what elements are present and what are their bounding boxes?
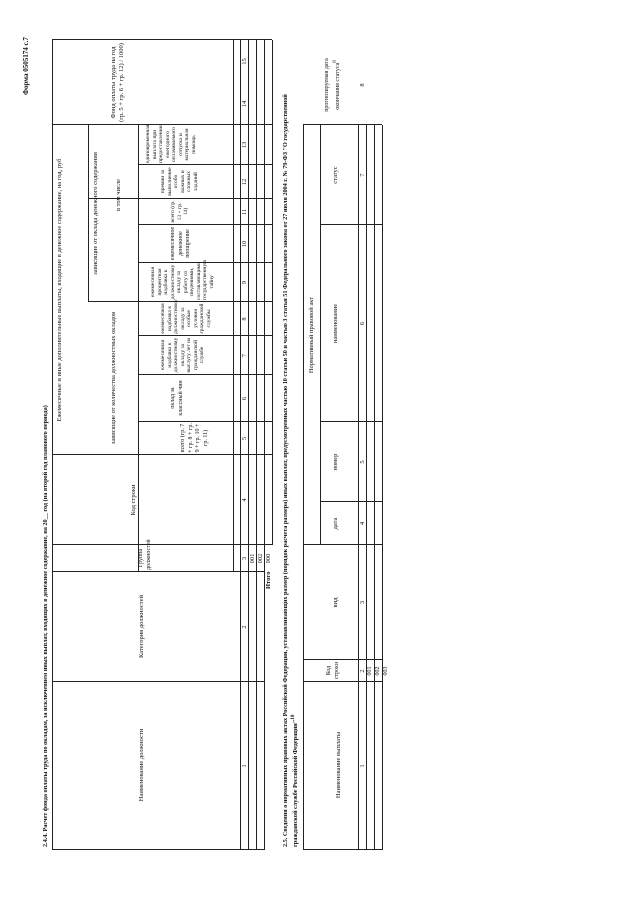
header-status: статус xyxy=(332,166,339,184)
total-row-code: 900 xyxy=(265,553,272,564)
col-number-12: 12 xyxy=(241,178,248,186)
col-number-3: 3 xyxy=(359,600,366,605)
header-total-12: всего (гр. 13 + гр. 14) xyxy=(170,200,189,223)
col-number-10: 10 xyxy=(241,240,248,248)
header-row-code: Код строки xyxy=(130,484,137,516)
header-type: вид xyxy=(332,597,339,608)
col-number-6: 6 xyxy=(241,396,248,401)
col-number-1: 1 xyxy=(241,764,248,768)
col-number-9: 9 xyxy=(241,280,248,285)
col-number-11: 11 xyxy=(241,208,248,216)
table-row-code: 002 xyxy=(375,666,381,676)
header-col8: ежемесячная надбавка к должностному окладу за выслугу лет на гражданской службе xyxy=(160,337,205,373)
header-date: дата xyxy=(332,517,339,530)
col-number-13: 13 xyxy=(241,141,248,149)
col-number-8: 8 xyxy=(359,83,366,87)
rotated-form-page xyxy=(20,20,620,885)
form-reference: Форма 0505174 с.7 xyxy=(22,37,30,95)
col-number-2: 2 xyxy=(241,625,248,629)
table-row-code: 003 xyxy=(383,666,389,676)
header-legal-act: Нормативный правовой акт xyxy=(308,296,315,374)
table-row-code: 001 xyxy=(367,666,373,676)
col-number-6: 6 xyxy=(359,321,366,326)
col-number-3: 3 xyxy=(241,556,248,561)
header-including: в том числе xyxy=(115,178,122,212)
header-number: номер xyxy=(332,453,339,471)
col-number-4: 4 xyxy=(359,521,366,526)
header-total-6: всего (гр. 7 + гр. 8 + гр. 9 + гр. 10 + гр. 11) xyxy=(180,423,209,453)
col-number-15: 15 xyxy=(241,58,248,65)
header-col10: ежемесячная процентная надбавка к должностному окладу за работу со сведениями, составляющими государственную тайну xyxy=(150,259,215,300)
header-expiry: прогнозируемая дата окончания статуса$^8$ xyxy=(324,58,341,112)
header-other-payments: Ежемесячные и иные дополнительные выплаты, входящие в денежное содержание, на год, руб xyxy=(56,158,63,422)
total-label: Итого xyxy=(265,571,272,589)
table-row-code: 001 xyxy=(249,553,256,564)
table-row-code: 002 xyxy=(257,553,264,564)
col-number-4: 4 xyxy=(241,498,248,502)
col-number-7: 7 xyxy=(241,353,248,358)
header-position-name: Наименование должности xyxy=(138,728,145,802)
header-position-group: Группа должностей xyxy=(138,539,152,570)
header-col13: премии за выполнение особо важных и сложных заданий xyxy=(160,167,199,196)
header-col15: Фонд оплаты труда на год (гр. 5 + гр. 6 + гр. 12) / 1000) xyxy=(110,43,125,122)
col-number-5: 5 xyxy=(359,460,366,464)
header-position-category: Категория должностей xyxy=(138,595,145,658)
header-depends-on-salaries: зависящие от количества должностных окладов xyxy=(110,311,117,445)
header-name: наименование xyxy=(332,303,339,344)
section-25-title: 2.5. Сведения о нормативных правовых актах Российской Федерации, устанавливающих размер (порядок расчета размера) иных выплат, предусмотренных частью 10 статьи 50 и частью 3 статьи 51 Федерального закона от 27 июля 2004 г. № 79-ФЗ "О государственной гражданской службе Российской Федерации"$^{10}$ xyxy=(282,94,299,847)
header-col7: оклад за классный чин xyxy=(170,380,184,416)
col-number-1: 1 xyxy=(359,764,366,768)
col-number-2: 2 xyxy=(359,669,366,673)
col-number-14: 14 xyxy=(241,100,248,108)
header-payment-name: Наименование выплаты xyxy=(335,731,342,799)
header-row-code-25: Код строки xyxy=(326,662,340,679)
header-depends-on-official-salary: зависящие от оклада денежного содержания xyxy=(92,152,99,275)
header-col14: единовременная выплата при предоставлении ежегодного оплачиваемого отпуска и материальная помощь xyxy=(145,124,197,163)
col-number-5: 5 xyxy=(241,436,248,441)
col-number-7: 7 xyxy=(359,173,366,177)
header-col9: ежемесячная надбавка к должностному окладу за особые условия гражданской службы xyxy=(160,299,212,334)
section-244-title: 2.4.4. Расчет фонда оплаты труда по окладам, за исключением иных выплат, входящих в денежное содержание, на 20__ год (на второй год планового периода) xyxy=(42,405,49,847)
col-number-8: 8 xyxy=(241,317,248,321)
header-col11: ежемесячное денежное поощрение xyxy=(170,226,191,261)
